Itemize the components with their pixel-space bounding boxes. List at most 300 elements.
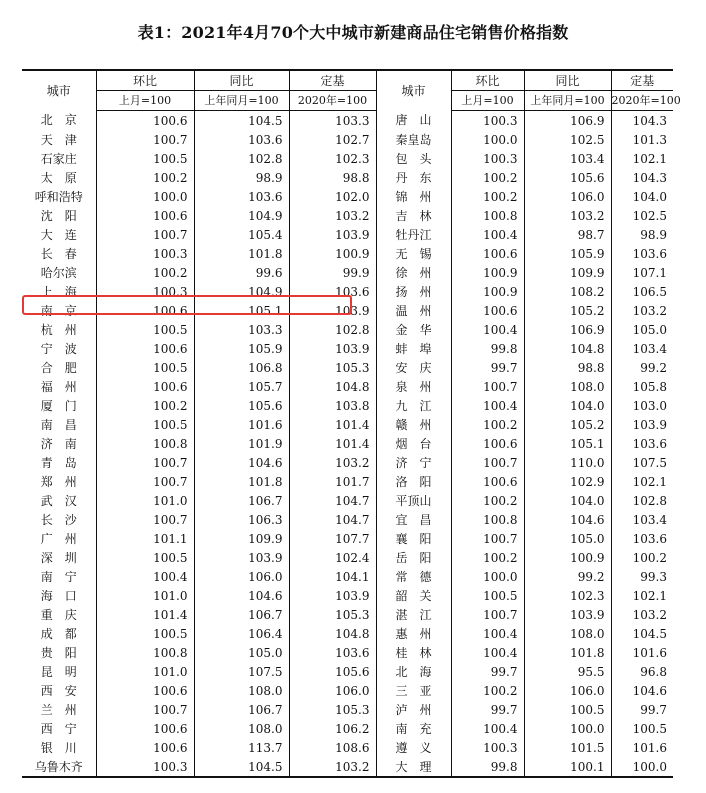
city-cell: 三 亚 bbox=[376, 681, 451, 700]
header-yoy-left: 同比 bbox=[194, 70, 289, 91]
city-cell: 宜 昌 bbox=[376, 510, 451, 529]
fixed-cell: 99.3 bbox=[611, 567, 673, 586]
mom-cell: 100.5 bbox=[96, 149, 194, 168]
fixed-cell: 102.5 bbox=[611, 206, 673, 225]
yoy-cell: 101.8 bbox=[194, 472, 289, 491]
fixed-cell: 99.2 bbox=[611, 358, 673, 377]
fixed-cell: 103.2 bbox=[611, 605, 673, 624]
city-cell: 锦 州 bbox=[376, 187, 451, 206]
yoy-cell: 108.0 bbox=[194, 681, 289, 700]
yoy-cell: 99.6 bbox=[194, 263, 289, 282]
yoy-cell: 100.1 bbox=[524, 757, 611, 777]
yoy-cell: 107.5 bbox=[194, 662, 289, 681]
yoy-cell: 105.7 bbox=[194, 377, 289, 396]
mom-cell: 100.0 bbox=[451, 130, 524, 149]
yoy-cell: 113.7 bbox=[194, 738, 289, 757]
table-row bbox=[22, 187, 673, 206]
mom-cell: 100.6 bbox=[96, 301, 194, 320]
table-row bbox=[22, 719, 673, 738]
fixed-cell: 99.7 bbox=[611, 700, 673, 719]
table-title: 表1：2021年4月70个大中城市新建商品住宅销售价格指数 bbox=[137, 23, 569, 42]
yoy-cell: 101.6 bbox=[194, 415, 289, 434]
mom-cell: 100.4 bbox=[451, 624, 524, 643]
yoy-cell: 104.6 bbox=[524, 510, 611, 529]
fixed-cell: 102.1 bbox=[611, 586, 673, 605]
table-row bbox=[22, 472, 673, 491]
yoy-cell: 103.2 bbox=[524, 206, 611, 225]
fixed-cell: 107.7 bbox=[289, 529, 376, 548]
mom-cell: 100.5 bbox=[96, 320, 194, 339]
fixed-cell: 104.1 bbox=[289, 567, 376, 586]
city-cell: 长 沙 bbox=[40, 512, 77, 527]
header-fixed-base-left: 2020年=100 bbox=[289, 91, 376, 111]
fixed-cell: 101.6 bbox=[611, 738, 673, 757]
yoy-cell: 105.4 bbox=[194, 225, 289, 244]
mom-cell: 100.7 bbox=[96, 225, 194, 244]
yoy-cell: 105.2 bbox=[524, 301, 611, 320]
fixed-cell: 104.8 bbox=[289, 624, 376, 643]
fixed-cell: 102.7 bbox=[289, 130, 376, 149]
yoy-cell: 100.0 bbox=[524, 719, 611, 738]
header-fixed-left: 定基 bbox=[289, 70, 376, 91]
yoy-cell: 103.9 bbox=[524, 605, 611, 624]
city-cell: 深 圳 bbox=[40, 550, 77, 565]
fixed-cell: 104.3 bbox=[611, 168, 673, 187]
mom-cell: 99.7 bbox=[451, 662, 524, 681]
city-cell: 贵 阳 bbox=[40, 645, 77, 660]
yoy-cell: 101.8 bbox=[524, 643, 611, 662]
mom-cell: 100.9 bbox=[451, 263, 524, 282]
mom-cell: 100.4 bbox=[451, 643, 524, 662]
mom-cell: 100.5 bbox=[96, 415, 194, 434]
yoy-cell: 106.9 bbox=[524, 320, 611, 339]
table-row bbox=[22, 681, 673, 700]
yoy-cell: 103.6 bbox=[194, 130, 289, 149]
yoy-cell: 104.5 bbox=[194, 111, 289, 131]
mom-cell: 100.2 bbox=[451, 681, 524, 700]
fixed-cell: 102.8 bbox=[611, 491, 673, 510]
fixed-cell: 100.9 bbox=[289, 244, 376, 263]
fixed-cell: 106.5 bbox=[611, 282, 673, 301]
fixed-cell: 100.2 bbox=[611, 548, 673, 567]
city-cell: 惠 州 bbox=[376, 624, 451, 643]
yoy-cell: 108.0 bbox=[524, 377, 611, 396]
fixed-cell: 105.3 bbox=[289, 605, 376, 624]
mom-cell: 100.4 bbox=[451, 320, 524, 339]
city-cell: 蚌 埠 bbox=[376, 339, 451, 358]
fixed-cell: 103.9 bbox=[289, 339, 376, 358]
city-cell: 北 海 bbox=[376, 662, 451, 681]
table-row bbox=[22, 396, 673, 415]
city-cell: 兰 州 bbox=[40, 702, 77, 717]
yoy-cell: 104.9 bbox=[194, 206, 289, 225]
table-row bbox=[22, 244, 673, 263]
table-row bbox=[22, 168, 673, 187]
mom-cell: 100.6 bbox=[96, 377, 194, 396]
mom-cell: 100.7 bbox=[451, 529, 524, 548]
table-row bbox=[22, 529, 673, 548]
yoy-cell: 102.8 bbox=[194, 149, 289, 168]
highlight-box-nanjing bbox=[22, 295, 352, 315]
header-mom-base-left: 上月=100 bbox=[96, 91, 194, 111]
yoy-cell: 99.2 bbox=[524, 567, 611, 586]
fixed-cell: 104.3 bbox=[611, 111, 673, 131]
mom-cell: 100.2 bbox=[451, 548, 524, 567]
city-cell: 西 安 bbox=[40, 683, 77, 698]
city-cell: 徐 州 bbox=[376, 263, 451, 282]
yoy-cell: 105.1 bbox=[194, 301, 289, 320]
fixed-cell: 104.5 bbox=[611, 624, 673, 643]
city-cell: 上 海 bbox=[40, 284, 77, 299]
table-row bbox=[22, 339, 673, 358]
city-cell: 牡丹江 bbox=[376, 225, 451, 244]
city-cell: 西 宁 bbox=[40, 721, 77, 736]
fixed-cell: 102.3 bbox=[289, 149, 376, 168]
mom-cell: 100.8 bbox=[451, 206, 524, 225]
fixed-cell: 102.0 bbox=[289, 187, 376, 206]
mom-cell: 100.6 bbox=[451, 301, 524, 320]
city-cell: 合 肥 bbox=[40, 360, 77, 375]
fixed-cell: 103.6 bbox=[611, 244, 673, 263]
mom-cell: 100.6 bbox=[451, 244, 524, 263]
yoy-cell: 105.6 bbox=[524, 168, 611, 187]
city-cell: 金 华 bbox=[376, 320, 451, 339]
city-cell: 安 庆 bbox=[376, 358, 451, 377]
table-row bbox=[22, 757, 673, 777]
mom-cell: 100.7 bbox=[451, 453, 524, 472]
fixed-cell: 103.4 bbox=[611, 510, 673, 529]
mom-cell: 100.6 bbox=[96, 719, 194, 738]
header-city-right: 城市 bbox=[376, 70, 451, 111]
mom-cell: 100.8 bbox=[96, 643, 194, 662]
mom-cell: 100.4 bbox=[451, 225, 524, 244]
fixed-cell: 99.9 bbox=[289, 263, 376, 282]
city-cell: 银 川 bbox=[40, 740, 77, 755]
fixed-cell: 103.4 bbox=[611, 339, 673, 358]
fixed-cell: 105.0 bbox=[611, 320, 673, 339]
price-index-table bbox=[22, 69, 681, 778]
fixed-cell: 104.8 bbox=[289, 377, 376, 396]
fixed-cell: 103.6 bbox=[289, 282, 376, 301]
mom-cell: 100.2 bbox=[451, 491, 524, 510]
mom-cell: 100.3 bbox=[451, 149, 524, 168]
yoy-cell: 104.0 bbox=[524, 491, 611, 510]
city-cell: 厦 门 bbox=[40, 398, 77, 413]
fixed-cell: 103.6 bbox=[611, 529, 673, 548]
city-cell: 洛 阳 bbox=[376, 472, 451, 491]
header-mom-left: 环比 bbox=[96, 70, 194, 91]
table-row bbox=[22, 130, 673, 149]
yoy-cell: 95.5 bbox=[524, 662, 611, 681]
mom-cell: 100.5 bbox=[96, 624, 194, 643]
mom-cell: 100.3 bbox=[451, 738, 524, 757]
yoy-cell: 102.3 bbox=[524, 586, 611, 605]
city-cell: 济 宁 bbox=[376, 453, 451, 472]
yoy-cell: 108.2 bbox=[524, 282, 611, 301]
yoy-cell: 104.8 bbox=[524, 339, 611, 358]
fixed-cell: 101.4 bbox=[289, 415, 376, 434]
header-yoy-base-right: 上年同月=100 bbox=[524, 91, 611, 111]
fixed-cell: 104.7 bbox=[289, 491, 376, 510]
yoy-cell: 104.9 bbox=[194, 282, 289, 301]
table-row bbox=[22, 605, 673, 624]
fixed-cell: 102.4 bbox=[289, 548, 376, 567]
yoy-cell: 108.0 bbox=[194, 719, 289, 738]
table-row bbox=[22, 624, 673, 643]
fixed-cell: 104.0 bbox=[611, 187, 673, 206]
city-cell: 吉 林 bbox=[376, 206, 451, 225]
city-cell: 湛 江 bbox=[376, 605, 451, 624]
yoy-cell: 105.9 bbox=[524, 244, 611, 263]
fixed-cell: 103.9 bbox=[611, 415, 673, 434]
yoy-cell: 108.0 bbox=[524, 624, 611, 643]
city-cell: 平顶山 bbox=[376, 491, 451, 510]
table-row bbox=[22, 358, 673, 377]
mom-cell: 100.8 bbox=[96, 434, 194, 453]
city-cell: 石家庄 bbox=[40, 151, 77, 166]
city-cell: 遵 义 bbox=[376, 738, 451, 757]
city-cell: 太 原 bbox=[40, 170, 77, 185]
fixed-cell: 103.2 bbox=[611, 301, 673, 320]
city-cell: 重 庆 bbox=[40, 607, 77, 622]
fixed-cell: 98.8 bbox=[289, 168, 376, 187]
mom-cell: 100.3 bbox=[96, 244, 194, 263]
table-row bbox=[22, 491, 673, 510]
table-row bbox=[22, 377, 673, 396]
yoy-cell: 104.6 bbox=[194, 586, 289, 605]
yoy-cell: 98.8 bbox=[524, 358, 611, 377]
mom-cell: 100.4 bbox=[451, 396, 524, 415]
fixed-cell: 104.7 bbox=[289, 510, 376, 529]
mom-cell: 100.6 bbox=[96, 206, 194, 225]
yoy-cell: 104.6 bbox=[194, 453, 289, 472]
mom-cell: 100.7 bbox=[451, 377, 524, 396]
fixed-cell: 103.2 bbox=[289, 206, 376, 225]
fixed-cell: 101.3 bbox=[611, 130, 673, 149]
fixed-cell: 105.8 bbox=[611, 377, 673, 396]
fixed-cell: 100.5 bbox=[611, 719, 673, 738]
mom-cell: 100.8 bbox=[451, 510, 524, 529]
table-row bbox=[22, 149, 673, 168]
mom-cell: 99.7 bbox=[451, 700, 524, 719]
city-cell: 泉 州 bbox=[376, 377, 451, 396]
fixed-cell: 103.2 bbox=[289, 757, 376, 777]
city-cell: 哈尔滨 bbox=[40, 265, 77, 280]
table-row bbox=[22, 510, 673, 529]
header-city-left: 城市 bbox=[22, 70, 96, 111]
mom-cell: 100.0 bbox=[451, 567, 524, 586]
yoy-cell: 103.3 bbox=[194, 320, 289, 339]
city-cell: 唐 山 bbox=[376, 111, 451, 131]
mom-cell: 101.4 bbox=[96, 605, 194, 624]
yoy-cell: 103.4 bbox=[524, 149, 611, 168]
city-cell: 常 德 bbox=[376, 567, 451, 586]
yoy-cell: 110.0 bbox=[524, 453, 611, 472]
yoy-cell: 105.9 bbox=[194, 339, 289, 358]
yoy-cell: 106.4 bbox=[194, 624, 289, 643]
mom-cell: 99.8 bbox=[451, 339, 524, 358]
table-row bbox=[22, 662, 673, 681]
mom-cell: 101.0 bbox=[96, 662, 194, 681]
mom-cell: 100.2 bbox=[451, 187, 524, 206]
fixed-cell: 104.6 bbox=[611, 681, 673, 700]
city-cell: 烟 台 bbox=[376, 434, 451, 453]
city-cell: 武 汉 bbox=[40, 493, 77, 508]
yoy-cell: 105.0 bbox=[524, 529, 611, 548]
mom-cell: 100.7 bbox=[96, 453, 194, 472]
fixed-cell: 103.6 bbox=[289, 643, 376, 662]
yoy-cell: 106.7 bbox=[194, 700, 289, 719]
city-cell: 大 连 bbox=[40, 227, 77, 242]
mom-cell: 99.8 bbox=[451, 757, 524, 777]
city-cell: 赣 州 bbox=[376, 415, 451, 434]
yoy-cell: 98.7 bbox=[524, 225, 611, 244]
yoy-cell: 109.9 bbox=[194, 529, 289, 548]
city-cell: 长 春 bbox=[40, 246, 77, 261]
yoy-cell: 106.0 bbox=[524, 681, 611, 700]
city-cell: 北 京 bbox=[40, 113, 77, 128]
header-mom-right: 环比 bbox=[451, 70, 524, 91]
mom-cell: 100.7 bbox=[96, 130, 194, 149]
fixed-cell: 106.2 bbox=[289, 719, 376, 738]
city-cell: 丹 东 bbox=[376, 168, 451, 187]
city-cell: 桂 林 bbox=[376, 643, 451, 662]
yoy-cell: 104.0 bbox=[524, 396, 611, 415]
mom-cell: 100.4 bbox=[451, 719, 524, 738]
city-cell: 杭 州 bbox=[40, 322, 77, 337]
mom-cell: 100.2 bbox=[451, 168, 524, 187]
city-cell: 广 州 bbox=[40, 531, 77, 546]
table-row bbox=[22, 111, 673, 131]
mom-cell: 100.2 bbox=[96, 263, 194, 282]
city-cell: 呼和浩特 bbox=[34, 189, 83, 204]
city-cell: 天 津 bbox=[40, 132, 77, 147]
city-cell: 包 头 bbox=[376, 149, 451, 168]
city-cell: 温 州 bbox=[376, 301, 451, 320]
city-cell: 南 京 bbox=[40, 303, 77, 318]
fixed-cell: 103.0 bbox=[611, 396, 673, 415]
mom-cell: 100.5 bbox=[96, 358, 194, 377]
yoy-cell: 101.8 bbox=[194, 244, 289, 263]
fixed-cell: 102.1 bbox=[611, 472, 673, 491]
yoy-cell: 100.5 bbox=[524, 700, 611, 719]
mom-cell: 100.2 bbox=[96, 396, 194, 415]
fixed-cell: 102.8 bbox=[289, 320, 376, 339]
city-cell: 韶 关 bbox=[376, 586, 451, 605]
table-row bbox=[22, 586, 673, 605]
fixed-cell: 102.1 bbox=[611, 149, 673, 168]
mom-cell: 100.7 bbox=[96, 700, 194, 719]
yoy-cell: 106.8 bbox=[194, 358, 289, 377]
city-cell: 南 充 bbox=[376, 719, 451, 738]
city-cell: 无 锡 bbox=[376, 244, 451, 263]
mom-cell: 100.6 bbox=[451, 472, 524, 491]
fixed-cell: 103.8 bbox=[289, 396, 376, 415]
fixed-cell: 100.0 bbox=[611, 757, 673, 777]
mom-cell: 100.6 bbox=[96, 111, 194, 131]
yoy-cell: 106.7 bbox=[194, 605, 289, 624]
mom-cell: 100.3 bbox=[451, 111, 524, 131]
fixed-cell: 103.3 bbox=[289, 111, 376, 131]
city-cell: 济 南 bbox=[40, 436, 77, 451]
city-cell: 九 江 bbox=[376, 396, 451, 415]
fixed-cell: 101.6 bbox=[611, 643, 673, 662]
fixed-cell: 103.9 bbox=[289, 301, 376, 320]
yoy-cell: 101.5 bbox=[524, 738, 611, 757]
yoy-cell: 106.0 bbox=[194, 567, 289, 586]
header-fixed-base-right: 2020年=100 bbox=[611, 91, 673, 111]
fixed-cell: 101.7 bbox=[289, 472, 376, 491]
yoy-cell: 101.9 bbox=[194, 434, 289, 453]
table-row bbox=[22, 567, 673, 586]
fixed-cell: 101.4 bbox=[289, 434, 376, 453]
mom-cell: 100.3 bbox=[96, 282, 194, 301]
header-mom-base-right: 上月=100 bbox=[451, 91, 524, 111]
city-cell: 南 昌 bbox=[40, 417, 77, 432]
mom-cell: 100.7 bbox=[96, 510, 194, 529]
table-row bbox=[22, 738, 673, 757]
city-cell: 岳 阳 bbox=[376, 548, 451, 567]
mom-cell: 100.9 bbox=[451, 282, 524, 301]
yoy-cell: 106.9 bbox=[524, 111, 611, 131]
city-cell: 泸 州 bbox=[376, 700, 451, 719]
city-cell: 昆 明 bbox=[40, 664, 77, 679]
yoy-cell: 103.9 bbox=[194, 548, 289, 567]
mom-cell: 100.2 bbox=[96, 168, 194, 187]
fixed-cell: 105.3 bbox=[289, 358, 376, 377]
city-cell: 南 宁 bbox=[40, 569, 77, 584]
city-cell: 大 理 bbox=[376, 757, 451, 777]
fixed-cell: 96.8 bbox=[611, 662, 673, 681]
city-cell: 扬 州 bbox=[376, 282, 451, 301]
fixed-cell: 103.9 bbox=[289, 225, 376, 244]
table-row bbox=[22, 643, 673, 662]
yoy-cell: 102.5 bbox=[524, 130, 611, 149]
table-row bbox=[22, 320, 673, 339]
table-row bbox=[22, 453, 673, 472]
fixed-cell: 106.0 bbox=[289, 681, 376, 700]
mom-cell: 101.0 bbox=[96, 491, 194, 510]
yoy-cell: 105.6 bbox=[194, 396, 289, 415]
city-cell: 海 口 bbox=[40, 588, 77, 603]
city-cell: 福 州 bbox=[40, 379, 77, 394]
table-row bbox=[22, 548, 673, 567]
fixed-cell: 107.5 bbox=[611, 453, 673, 472]
yoy-cell: 102.9 bbox=[524, 472, 611, 491]
yoy-cell: 105.0 bbox=[194, 643, 289, 662]
mom-cell: 100.4 bbox=[96, 567, 194, 586]
mom-cell: 100.6 bbox=[451, 434, 524, 453]
mom-cell: 100.6 bbox=[96, 339, 194, 358]
mom-cell: 100.6 bbox=[96, 681, 194, 700]
mom-cell: 100.7 bbox=[451, 605, 524, 624]
mom-cell: 100.6 bbox=[96, 738, 194, 757]
mom-cell: 100.5 bbox=[96, 548, 194, 567]
fixed-cell: 108.6 bbox=[289, 738, 376, 757]
fixed-cell: 103.9 bbox=[289, 586, 376, 605]
yoy-cell: 103.6 bbox=[194, 187, 289, 206]
header-fixed-right: 定基 bbox=[611, 70, 673, 91]
mom-cell: 101.0 bbox=[96, 586, 194, 605]
table-row bbox=[22, 700, 673, 719]
header-yoy-right: 同比 bbox=[524, 70, 611, 91]
fixed-cell: 103.6 bbox=[611, 434, 673, 453]
yoy-cell: 100.9 bbox=[524, 548, 611, 567]
city-cell: 襄 阳 bbox=[376, 529, 451, 548]
city-cell: 青 岛 bbox=[40, 455, 77, 470]
yoy-cell: 106.3 bbox=[194, 510, 289, 529]
fixed-cell: 103.2 bbox=[289, 453, 376, 472]
